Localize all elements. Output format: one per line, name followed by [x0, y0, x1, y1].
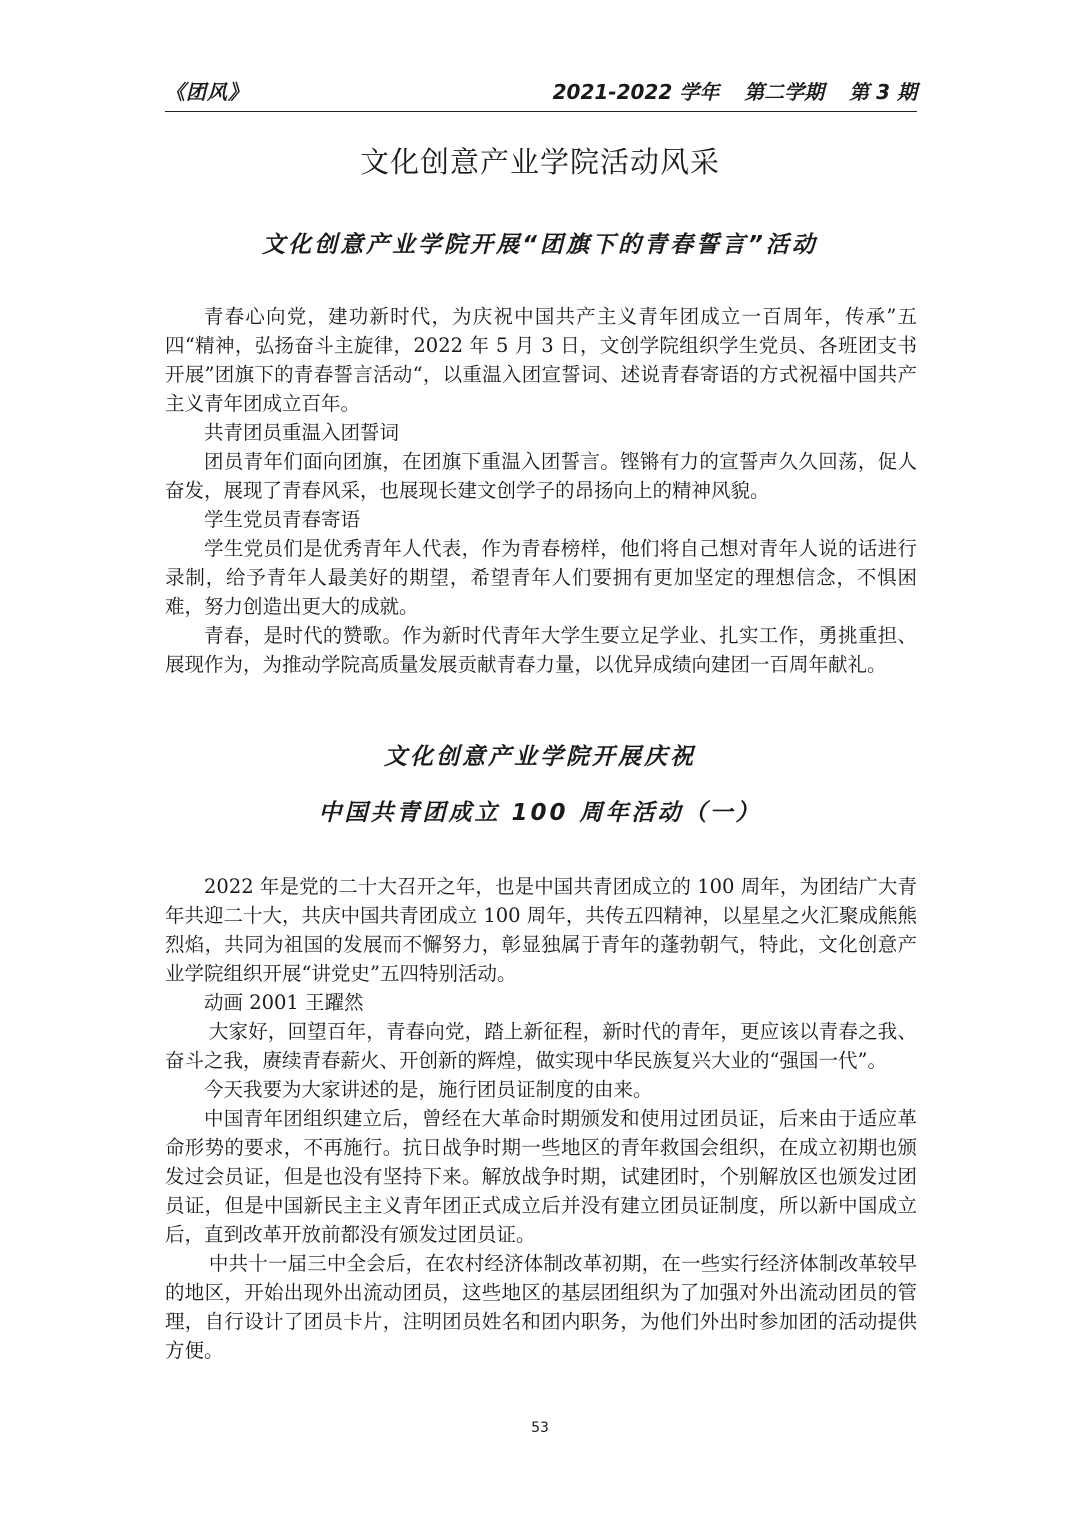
- article2-paragraph: 中共十一届三中全会后，在农村经济体制改革初期，在一些实行经济体制改革较早的地区，开始出现外出流动团员，这些地区的基层团组织为了加强对外出流动团员的管理，自行设计了团员卡片，注明团员姓名和团内职务，为他们外出时参加团的活动提供方便。: [165, 1252, 917, 1362]
- academic-year: 2021-2022 学年: [552, 80, 720, 104]
- article2-byline: 动画 2001 王躍然: [204, 991, 364, 1014]
- article1-paragraph: 学生党员们是优秀青年人代表，作为青春榜样，他们将自己想对青年人说的话进行录制，给予青年人最美好的期望，希望青年人们要拥有更加坚定的理想信念，不惧困难，努力创造出更大的成就。: [165, 537, 917, 618]
- article2-title-line1: 文化创意产业学院开展庆祝: [384, 744, 696, 770]
- header-divider: [165, 111, 917, 112]
- page-title: 文化创意产业学院活动风采: [359, 145, 720, 179]
- article2-body: [165, 872, 917, 1365]
- term: 第二学期: [744, 80, 825, 104]
- article2-paragraph: 大家好，回望百年，青春向党，踏上新征程，新时代的青年，更应该以青春之我、奋斗之我，赓续青春薪火、开创新的辉煌，做实现中华民族复兴大业的“强国一代”。: [165, 1020, 917, 1072]
- article1-paragraph: 青春心向党，建功新时代，为庆祝中国共产主义青年团成立一百周年，传承”五四“精神，弘扬奋斗主旋律，2022 年 5 月 3 日，文创学院组织学生党员、各班团支书开展”团旗下的青春誓言活动“，以重温入团宣誓词、述说青春寄语的方式祝福中国共产主义青年团成立百年。: [165, 305, 917, 415]
- running-header: [165, 78, 917, 108]
- article2-title-line2: 中国共青团成立 100 周年活动（一）: [318, 800, 762, 826]
- article2-paragraph: 中国青年团组织建立后，曾经在大革命时期颁发和使用过团员证，后来由于适应革命形势的要求，不再施行。抗日战争时期一些地区的青年救国会组织，在成立初期也颁发过会员证，但是也没有坚持下来。解放战争时期，试建团时，个别解放区也颁发过团员证，但是中国新民主主义青年团正式成立后并没有建立团员证制度，所以新中国成立后，直到改革开放前都没有颁发过团员证。: [165, 1107, 917, 1246]
- article1-paragraph: 团员青年们面向团旗，在团旗下重温入团誓言。铿锵有力的宣誓声久久回荡，促人奋发，展现了青春风采，也展现长建文创学子的昂扬向上的精神风貌。: [165, 450, 917, 502]
- article2-paragraph: 2022 年是党的二十大召开之年，也是中国共青团成立的 100 周年，为团结广大青年共迎二十大，共庆中国共青团成立 100 周年，共传五四精神，以星星之火汇聚成熊熊烈焰，共同为祖国的发展而不懈努力，彰显独属于青年的蓬勃朝气，特此，文化创意产业学院组织开展“讲党史”五四特别活动。: [165, 875, 917, 985]
- article1-body: [165, 302, 917, 679]
- issue-number: 第 3 期: [849, 80, 917, 104]
- page-number: 53: [531, 1420, 549, 1436]
- article2-paragraph: 今天我要为大家讲述的是，施行团员证制度的由来。: [204, 1078, 653, 1101]
- article1-subheading: 共青团员重温入团誓词: [204, 421, 400, 444]
- article1-title: 文化创意产业学院开展“团旗下的青春誓言”活动: [262, 232, 818, 258]
- article1-paragraph: 青春，是时代的赞歌。作为新时代青年大学生要立足学业、扎实工作，勇挑重担、展现作为，为推动学院高质量发展贡献青春力量，以优异成绩向建团一百周年献礼。: [165, 624, 917, 676]
- issue-info: [553, 78, 917, 106]
- article1-subheading: 学生党员青春寄语: [204, 508, 361, 531]
- journal-name: 《团风》: [165, 80, 249, 104]
